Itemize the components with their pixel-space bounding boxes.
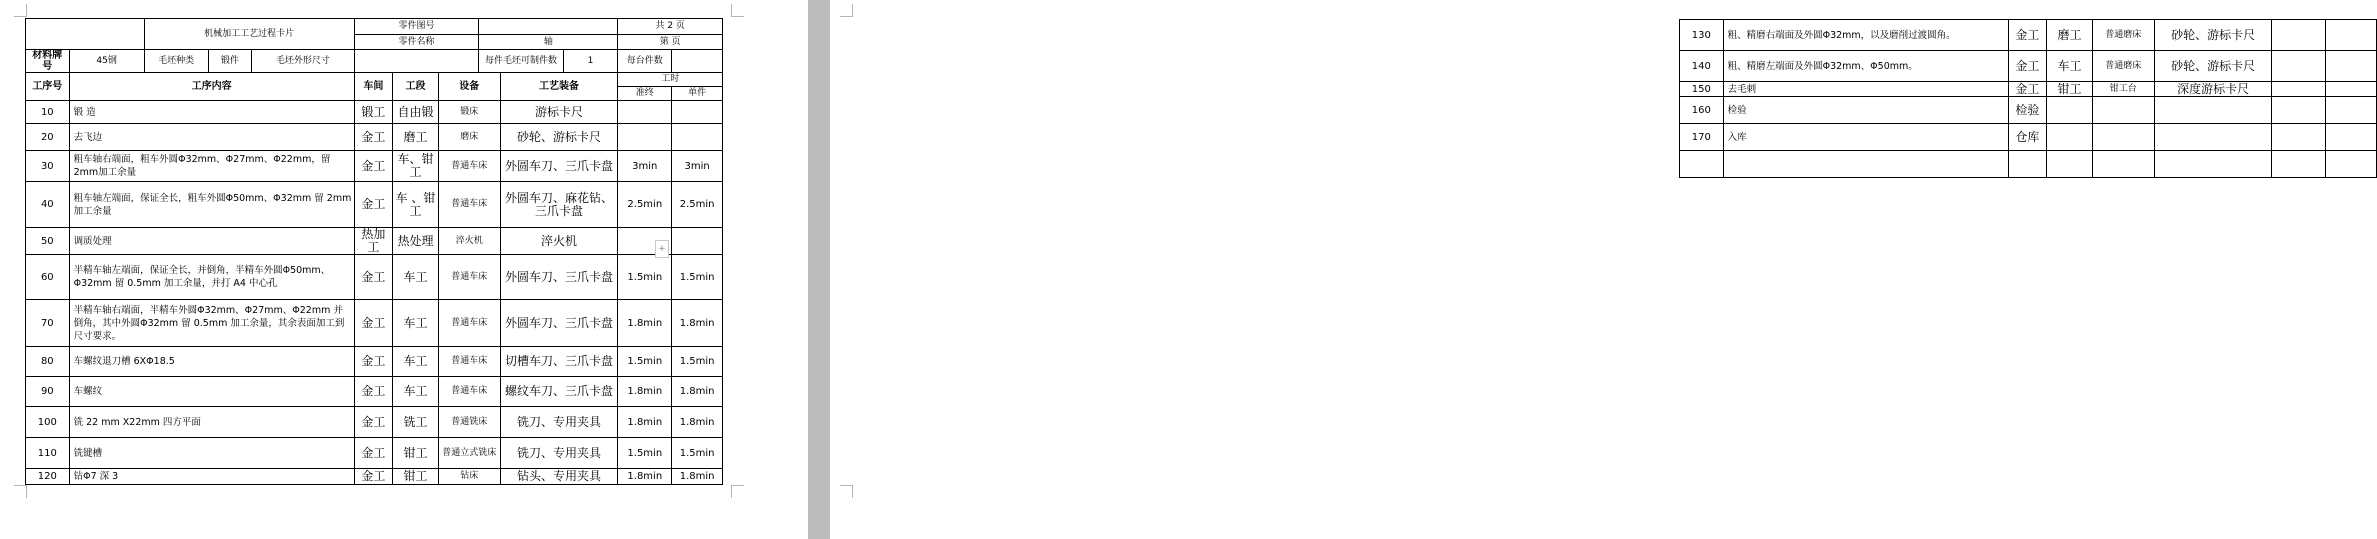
- equipment-cell[interactable]: 普通车床: [438, 377, 500, 407]
- tooling-cell[interactable]: [2154, 124, 2272, 151]
- section-cell[interactable]: 车工: [393, 300, 439, 347]
- unit-time-cell[interactable]: 1.5min: [672, 255, 723, 300]
- page-gap: [808, 0, 830, 539]
- unit-time-cell[interactable]: [2326, 51, 2377, 82]
- unit-time-cell[interactable]: [672, 124, 723, 151]
- process-row: [26, 438, 723, 469]
- equipment-cell[interactable]: [2092, 151, 2154, 178]
- process-card-table: [25, 18, 723, 485]
- op-content-cell[interactable]: 铣键槽: [69, 438, 354, 469]
- tooling-cell[interactable]: 淬火机: [500, 228, 618, 255]
- workshop-cell[interactable]: 金工: [354, 347, 393, 377]
- section-cell[interactable]: 车 、钳工: [393, 182, 439, 228]
- section-cell[interactable]: 钳工: [393, 469, 439, 485]
- op-no-cell[interactable]: 70: [26, 300, 70, 347]
- col-tooling: 工艺装备: [500, 73, 618, 101]
- process-row: [26, 182, 723, 228]
- section-cell[interactable]: 钳工: [2047, 82, 2093, 97]
- workshop-cell[interactable]: 金工: [354, 124, 393, 151]
- equipment-cell[interactable]: 普通铣床: [438, 407, 500, 438]
- prep-time-cell[interactable]: 1.8min: [618, 377, 672, 407]
- tooling-cell[interactable]: 深度游标卡尺: [2154, 82, 2272, 97]
- material-label: 材料牌号: [26, 50, 70, 73]
- col-unit-time: 单件: [672, 87, 723, 101]
- op-no-cell[interactable]: 10: [26, 101, 70, 124]
- blank-type-label: 毛坯种类: [144, 50, 208, 73]
- op-content-cell[interactable]: 车螺纹退刀槽 6XΦ18.5: [69, 347, 354, 377]
- op-content-cell[interactable]: 入库: [1723, 124, 2008, 151]
- workshop-cell[interactable]: 金工: [354, 255, 393, 300]
- equipment-cell[interactable]: 锻床: [438, 101, 500, 124]
- op-content-cell[interactable]: 粗、精磨左端面及外圆Φ32mm、Φ50mm。: [1723, 51, 2008, 82]
- tooling-cell[interactable]: 铣刀、专用夹具: [500, 407, 618, 438]
- unit-time-cell[interactable]: 2.5min: [672, 182, 723, 228]
- prep-time-cell[interactable]: [2272, 97, 2326, 124]
- process-row: [1680, 151, 2377, 178]
- workshop-cell[interactable]: 仓库: [2008, 124, 2047, 151]
- section-cell[interactable]: [2047, 97, 2093, 124]
- unit-time-cell[interactable]: 1.8min: [672, 469, 723, 485]
- op-content-cell[interactable]: 粗车轴左端面，保证全长，粗车外圆Φ50mm、Φ32mm 留 2mm 加工余量: [69, 182, 354, 228]
- op-no-cell[interactable]: 170: [1680, 124, 1724, 151]
- unit-time-cell[interactable]: [2326, 124, 2377, 151]
- part-drawing-no-value[interactable]: [479, 19, 618, 35]
- equipment-cell[interactable]: 普通磨床: [2092, 20, 2154, 51]
- op-no-cell[interactable]: 30: [26, 151, 70, 182]
- crop-mark: [840, 4, 853, 17]
- equipment-cell[interactable]: 淬火机: [438, 228, 500, 255]
- workshop-cell[interactable]: 检验: [2008, 97, 2047, 124]
- parts-per-unit-label: 每台件数: [618, 50, 672, 73]
- prep-time-cell[interactable]: [2272, 124, 2326, 151]
- workshop-cell[interactable]: 金工: [2008, 51, 2047, 82]
- op-content-cell[interactable]: 去毛刺: [1723, 82, 2008, 97]
- op-content-cell[interactable]: 粗、精磨右端面及外圆Φ32mm，以及磨削过渡圆角。: [1723, 20, 2008, 51]
- crop-mark: [840, 485, 853, 498]
- op-content-cell[interactable]: 调质处理: [69, 228, 354, 255]
- op-no-cell[interactable]: [1680, 151, 1724, 178]
- section-cell[interactable]: 热处理: [393, 228, 439, 255]
- op-content-cell[interactable]: 铣 22 mm X22mm 四方平面: [69, 407, 354, 438]
- col-workshop: 车间: [354, 73, 393, 101]
- op-content-cell[interactable]: 锻 造: [69, 101, 354, 124]
- unit-time-cell[interactable]: 1.5min: [672, 347, 723, 377]
- process-row: [26, 377, 723, 407]
- op-content-cell[interactable]: 钻Φ7 深 3: [69, 469, 354, 485]
- prep-time-cell[interactable]: 2.5min: [618, 182, 672, 228]
- op-no-cell[interactable]: 130: [1680, 20, 1724, 51]
- parts-per-unit-value[interactable]: [672, 50, 723, 73]
- op-no-cell[interactable]: 90: [26, 377, 70, 407]
- process-rows-page2: [1680, 20, 2377, 178]
- card-title: 机械加工工艺过程卡片: [144, 19, 354, 50]
- equipment-cell[interactable]: 普通磨床: [2092, 51, 2154, 82]
- section-cell[interactable]: 车工: [393, 255, 439, 300]
- unit-time-cell[interactable]: [672, 228, 723, 255]
- prep-time-cell[interactable]: [2272, 51, 2326, 82]
- prep-time-cell[interactable]: [2272, 151, 2326, 178]
- op-no-cell[interactable]: 140: [1680, 51, 1724, 82]
- parts-per-blank-value[interactable]: 1: [563, 50, 618, 73]
- col-section: 工段: [393, 73, 439, 101]
- process-row: [26, 151, 723, 182]
- prep-time-cell[interactable]: [618, 124, 672, 151]
- equipment-cell[interactable]: 普通车床: [438, 300, 500, 347]
- unit-time-cell[interactable]: [2326, 151, 2377, 178]
- workshop-cell[interactable]: 金工: [2008, 82, 2047, 97]
- process-rows-page1: [26, 101, 723, 485]
- process-row: [1680, 82, 2377, 97]
- op-content-cell[interactable]: 检验: [1723, 97, 2008, 124]
- op-content-cell[interactable]: [1723, 151, 2008, 178]
- document-page-2: [830, 0, 2256, 539]
- equipment-cell[interactable]: 钳工台: [2092, 82, 2154, 97]
- card-header: [26, 19, 723, 101]
- part-name-value[interactable]: 轴: [479, 35, 618, 50]
- tooling-cell[interactable]: [2154, 151, 2272, 178]
- op-no-cell[interactable]: 80: [26, 347, 70, 377]
- workshop-cell[interactable]: 金工: [354, 151, 393, 182]
- section-cell[interactable]: [2047, 124, 2093, 151]
- op-no-cell[interactable]: 40: [26, 182, 70, 228]
- blank-size-value[interactable]: [354, 50, 479, 73]
- tooling-cell[interactable]: 外圆车刀、三爪卡盘: [500, 151, 618, 182]
- process-row: [26, 101, 723, 124]
- section-cell[interactable]: 车、钳工: [393, 151, 439, 182]
- process-row: [26, 255, 723, 300]
- prep-time-cell[interactable]: 1.5min: [618, 438, 672, 469]
- prep-time-cell[interactable]: 1.5min: [618, 255, 672, 300]
- parts-per-blank-label: 每件毛坯可制件数: [479, 50, 563, 73]
- op-content-cell[interactable]: 车螺纹: [69, 377, 354, 407]
- process-row: [1680, 97, 2377, 124]
- unit-time-cell[interactable]: 1.8min: [672, 377, 723, 407]
- op-content-cell[interactable]: 粗车轴右端面，粗车外圆Φ32mm、Φ27mm、Φ22mm，留2mm加工余量: [69, 151, 354, 182]
- prep-time-cell[interactable]: 3min: [618, 151, 672, 182]
- section-cell[interactable]: [2047, 151, 2093, 178]
- equipment-cell[interactable]: 钻床: [438, 469, 500, 485]
- process-row: [1680, 20, 2377, 51]
- process-row: [1680, 51, 2377, 82]
- op-content-cell[interactable]: 半精车轴右端面，半精车外圆Φ32mm、Φ27mm、Φ22mm 并倒角，其中外圆Φ32mm 留 0.5mm 加工余量，其余表面加工到尺寸要求。: [69, 300, 354, 347]
- table-add-row-plus-icon[interactable]: +: [655, 240, 669, 258]
- section-cell[interactable]: 车工: [2047, 51, 2093, 82]
- unit-time-cell[interactable]: 1.8min: [672, 407, 723, 438]
- process-row: [26, 228, 723, 255]
- op-no-cell[interactable]: 160: [1680, 97, 1724, 124]
- equipment-cell[interactable]: 普通车床: [438, 151, 500, 182]
- tooling-cell[interactable]: 切槽车刀、三爪卡盘: [500, 347, 618, 377]
- unit-time-cell[interactable]: 3min: [672, 151, 723, 182]
- prep-time-cell[interactable]: 1.8min: [618, 469, 672, 485]
- unit-time-cell[interactable]: [2326, 20, 2377, 51]
- crop-mark: [14, 4, 27, 17]
- tooling-cell[interactable]: 游标卡尺: [500, 101, 618, 124]
- section-cell[interactable]: 车工: [393, 347, 439, 377]
- tooling-cell[interactable]: [2154, 97, 2272, 124]
- equipment-cell[interactable]: 磨床: [438, 124, 500, 151]
- crop-mark: [14, 485, 27, 498]
- col-op-content: 工序内容: [69, 73, 354, 101]
- prep-time-cell[interactable]: [618, 101, 672, 124]
- equipment-cell[interactable]: [2092, 124, 2154, 151]
- tooling-cell[interactable]: 砂轮、游标卡尺: [2154, 20, 2272, 51]
- blank-type-value[interactable]: 锻件: [208, 50, 252, 73]
- section-cell[interactable]: 钳工: [393, 438, 439, 469]
- workshop-cell[interactable]: 金工: [2008, 20, 2047, 51]
- op-no-cell[interactable]: 120: [26, 469, 70, 485]
- tooling-cell[interactable]: 铣刀、专用夹具: [500, 438, 618, 469]
- workshop-cell[interactable]: [2008, 151, 2047, 178]
- process-row: [26, 407, 723, 438]
- op-content-cell[interactable]: 去飞边: [69, 124, 354, 151]
- col-prep-time: 准终: [618, 87, 672, 101]
- process-row: [1680, 124, 2377, 151]
- col-op-no: 工序号: [26, 73, 70, 101]
- col-time: 工时: [618, 73, 723, 87]
- workshop-cell[interactable]: 金工: [354, 300, 393, 347]
- part-name-label: 零件名称: [354, 35, 479, 50]
- workshop-cell[interactable]: 金工: [354, 182, 393, 228]
- process-row: [26, 300, 723, 347]
- section-cell[interactable]: 磨工: [393, 124, 439, 151]
- op-no-cell[interactable]: 150: [1680, 82, 1724, 97]
- header-blank: [26, 19, 145, 50]
- process-row: [26, 469, 723, 485]
- workshop-cell[interactable]: 锻工: [354, 101, 393, 124]
- prep-time-cell[interactable]: 1.5min: [618, 347, 672, 377]
- part-drawing-no-label: 零件图号: [354, 19, 479, 35]
- prep-time-cell[interactable]: [2272, 20, 2326, 51]
- page-number: 第 页: [618, 35, 723, 50]
- equipment-cell[interactable]: 普通车床: [438, 255, 500, 300]
- workshop-cell[interactable]: 金工: [354, 407, 393, 438]
- process-row: [26, 124, 723, 151]
- tooling-cell[interactable]: 外圆车刀、三爪卡盘: [500, 300, 618, 347]
- unit-time-cell[interactable]: 1.8min: [672, 300, 723, 347]
- tooling-cell[interactable]: 螺纹车刀、三爪卡盘: [500, 377, 618, 407]
- op-no-cell[interactable]: 100: [26, 407, 70, 438]
- equipment-cell[interactable]: 普通车床: [438, 347, 500, 377]
- workshop-cell[interactable]: 金工: [354, 469, 393, 485]
- op-content-cell[interactable]: 半精车轴左端面，保证全长，并倒角，半精车外圆Φ50mm、Φ32mm 留 0.5mm 加工余量，并打 A4 中心孔: [69, 255, 354, 300]
- unit-time-cell[interactable]: 1.5min: [672, 438, 723, 469]
- section-cell[interactable]: 磨工: [2047, 20, 2093, 51]
- workshop-cell[interactable]: 金工: [354, 438, 393, 469]
- section-cell[interactable]: 自由锻: [393, 101, 439, 124]
- workshop-cell[interactable]: 热加工: [354, 228, 393, 255]
- crop-mark: [731, 4, 744, 17]
- unit-time-cell[interactable]: [2326, 82, 2377, 97]
- tooling-cell[interactable]: 钻头、专用夹具: [500, 469, 618, 485]
- tooling-cell[interactable]: 外圆车刀、三爪卡盘: [500, 255, 618, 300]
- section-cell[interactable]: 车工: [393, 377, 439, 407]
- process-row: [26, 347, 723, 377]
- tooling-cell[interactable]: 外圆车刀、麻花钻、三爪卡盘: [500, 182, 618, 228]
- op-no-cell[interactable]: 50: [26, 228, 70, 255]
- workshop-cell[interactable]: 金工: [354, 377, 393, 407]
- col-equipment: 设备: [438, 73, 500, 101]
- prep-time-cell[interactable]: 1.8min: [618, 300, 672, 347]
- unit-time-cell[interactable]: [672, 101, 723, 124]
- tooling-cell[interactable]: 砂轮、游标卡尺: [2154, 51, 2272, 82]
- equipment-cell[interactable]: 普通立式铣床: [438, 438, 500, 469]
- prep-time-cell[interactable]: 1.8min: [618, 407, 672, 438]
- prep-time-cell[interactable]: [2272, 82, 2326, 97]
- document-page-1: [0, 0, 808, 539]
- unit-time-cell[interactable]: [2326, 97, 2377, 124]
- process-card-table-continued: [1679, 19, 2377, 178]
- crop-mark: [731, 485, 744, 498]
- equipment-cell[interactable]: 普通车床: [438, 182, 500, 228]
- op-no-cell[interactable]: 110: [26, 438, 70, 469]
- op-no-cell[interactable]: 20: [26, 124, 70, 151]
- material-value[interactable]: 45钢: [69, 50, 144, 73]
- tooling-cell[interactable]: 砂轮、游标卡尺: [500, 124, 618, 151]
- op-no-cell[interactable]: 60: [26, 255, 70, 300]
- section-cell[interactable]: 铣工: [393, 407, 439, 438]
- total-pages: 共 2 页: [618, 19, 723, 35]
- blank-size-label: 毛坯外形尺寸: [252, 50, 354, 73]
- equipment-cell[interactable]: [2092, 97, 2154, 124]
